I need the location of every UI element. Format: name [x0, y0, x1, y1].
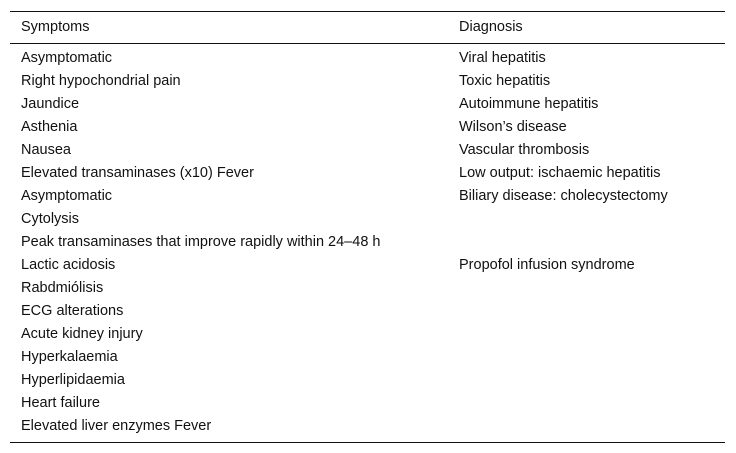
symptoms-diagnosis-table	[10, 11, 725, 443]
symptom-cell: Elevated transaminases (x10) Fever	[21, 165, 254, 181]
diagnosis-cell: Viral hepatitis	[459, 50, 546, 66]
symptom-cell: Right hypochondrial pain	[21, 73, 181, 89]
diagnosis-cell: Propofol infusion syndrome	[459, 257, 635, 273]
header-diagnosis: Diagnosis	[459, 19, 523, 35]
symptom-cell: Jaundice	[21, 96, 80, 112]
diagnosis-cell	[459, 208, 725, 231]
symptom-cell: ECG alterations	[21, 303, 124, 319]
table-row	[10, 392, 725, 415]
table-row	[10, 369, 725, 392]
symptom-cell: Lactic acidosis	[21, 257, 116, 273]
table-row	[10, 93, 725, 116]
diagnosis-cell	[459, 392, 725, 415]
table-row	[10, 44, 725, 71]
symptom-cell: Cytolysis	[21, 211, 80, 227]
diagnosis-cell: Toxic hepatitis	[459, 73, 551, 89]
diagnosis-cell	[459, 231, 725, 254]
header-symptoms: Symptoms	[21, 19, 90, 35]
diagnosis-cell	[459, 369, 725, 392]
table-row	[10, 185, 725, 208]
table-row	[10, 162, 725, 185]
symptom-cell: Asymptomatic	[21, 188, 113, 204]
diagnosis-cell	[459, 346, 725, 369]
diagnosis-cell: Low output: ischaemic hepatitis	[459, 165, 661, 181]
diagnosis-cell: Vascular thrombosis	[459, 142, 590, 158]
diagnosis-cell: Wilson’s disease	[459, 119, 567, 135]
header-row	[10, 12, 725, 44]
symptom-cell: Nausea	[21, 142, 71, 158]
table-row	[10, 254, 725, 277]
symptom-cell: Acute kidney injury	[21, 326, 143, 342]
table-row	[10, 323, 725, 346]
diagnosis-cell	[459, 300, 725, 323]
symptoms-diagnosis-table-container	[10, 11, 725, 443]
symptom-cell: Asymptomatic	[21, 50, 113, 66]
table-header	[10, 12, 725, 44]
table-row	[10, 346, 725, 369]
diagnosis-cell	[459, 323, 725, 346]
table-row	[10, 208, 725, 231]
table-row	[10, 277, 725, 300]
symptom-cell: Heart failure	[21, 395, 100, 411]
table-row	[10, 139, 725, 162]
table-body	[10, 44, 725, 443]
table-row	[10, 231, 725, 254]
symptom-cell: Rabdmiólisis	[21, 280, 104, 296]
diagnosis-cell	[459, 277, 725, 300]
table-row	[10, 415, 725, 443]
table-row	[10, 116, 725, 139]
diagnosis-cell	[459, 415, 725, 443]
symptom-cell: Hyperkalaemia	[21, 349, 118, 365]
symptom-cell: Elevated liver enzymes Fever	[21, 418, 212, 434]
table-row	[10, 300, 725, 323]
symptom-cell: Peak transaminases that improve rapidly within 24–48 h	[21, 234, 381, 250]
table-row	[10, 70, 725, 93]
symptom-cell: Asthenia	[21, 119, 78, 135]
diagnosis-cell: Autoimmune hepatitis	[459, 96, 599, 112]
symptom-cell: Hyperlipidaemia	[21, 372, 125, 388]
diagnosis-cell: Biliary disease: cholecystectomy	[459, 188, 668, 204]
